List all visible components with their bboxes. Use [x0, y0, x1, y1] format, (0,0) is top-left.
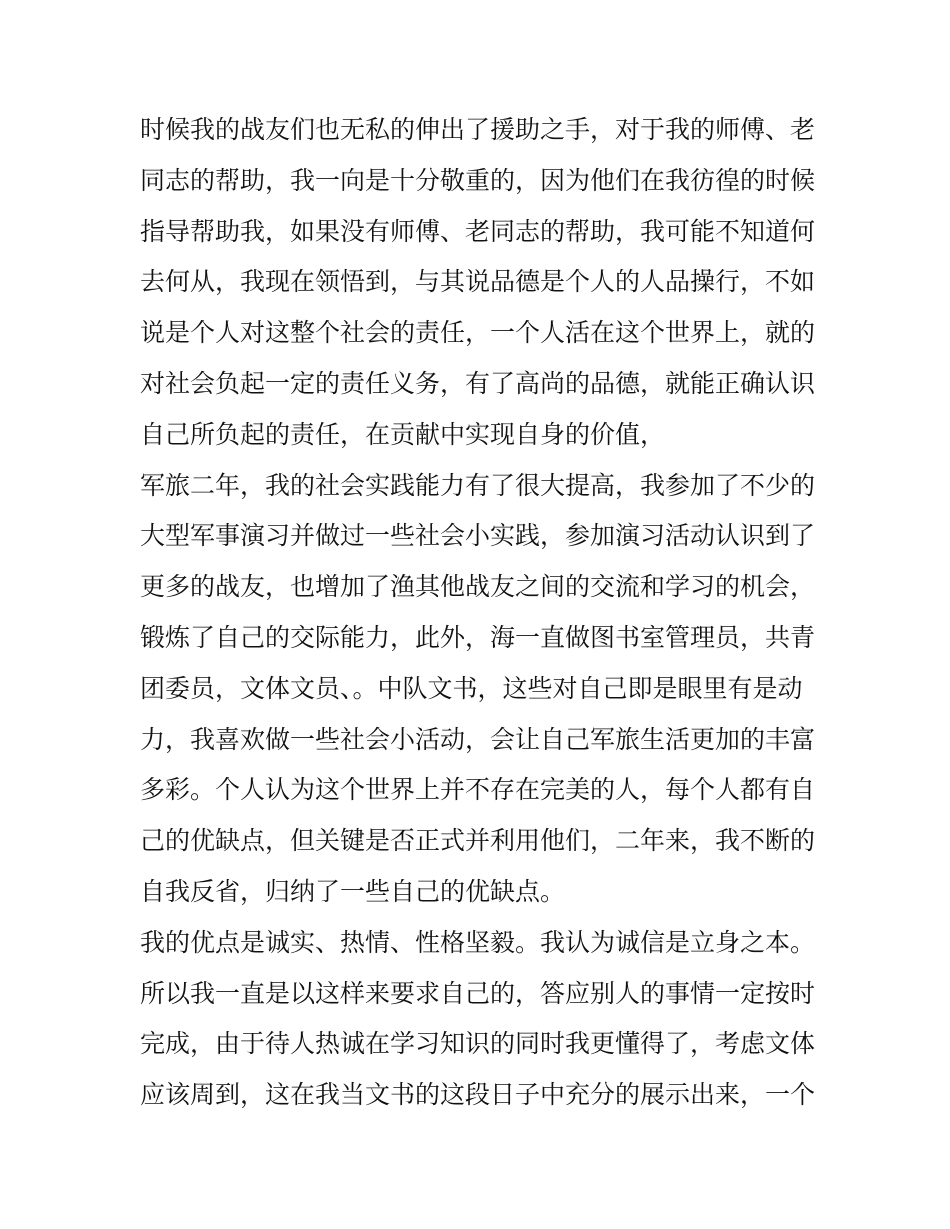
text-line: 己的优缺点，但关键是否正式并利用他们，二年来，我不断的	[140, 826, 816, 856]
text-line: 自我反省，归纳了一些自己的优缺点。	[140, 876, 566, 906]
text-line: 军旅二年，我的社会实践能力有了很大提高，我参加了不少的	[140, 470, 816, 500]
text-line: 多彩。个人认为这个世界上并不存在完美的人，每个人都有自	[140, 775, 816, 805]
text-line: 对社会负起一定的责任义务，有了高尚的品德，就能正确认识	[140, 368, 816, 398]
text-line: 去何从，我现在领悟到，与其说品德是个人的人品操行，不如	[140, 267, 816, 297]
text-line: 所以我一直是以这样来要求自己的，答应别人的事情一定按时	[140, 978, 816, 1008]
text-line: 更多的战友，也增加了渔其他战友之间的交流和学习的机会，	[140, 572, 816, 602]
text-line: 时候我的战友们也无私的伸出了援助之手，对于我的师傅、老	[140, 115, 816, 144]
document-body	[140, 105, 840, 1121]
text-line: 力，我喜欢做一些社会小活动，会让自己军旅生活更加的丰富	[140, 724, 816, 754]
text-line: 同志的帮助，我一向是十分敬重的，因为他们在我彷徨的时候	[140, 165, 816, 195]
text-line: 指导帮助我，如果没有师傅、老同志的帮助，我可能不知道何	[140, 216, 816, 246]
text-line: 应该周到，这在我当文书的这段日子中充分的展示出来，一个	[140, 1080, 816, 1110]
text-line: 大型军事演习并做过一些社会小实践，参加演习活动认识到了	[140, 521, 816, 551]
text-line: 完成，由于待人热诚在学习知识的同时我更懂得了，考虑文体	[140, 1029, 816, 1059]
text-line: 锻炼了自己的交际能力，此外，海一直做图书室管理员，共青	[140, 622, 816, 652]
text-line: 我的优点是诚实、热情、性格坚毅。我认为诚信是立身之本。	[140, 927, 816, 957]
text-line: 说是个人对这整个社会的责任，一个人活在这个世界上，就的	[140, 318, 816, 348]
text-line: 自己所负起的责任，在贡献中实现自身的价值，	[140, 419, 666, 449]
text-line: 团委员，文体文员、。中队文书，这些对自己即是眼里有是动	[140, 673, 803, 703]
